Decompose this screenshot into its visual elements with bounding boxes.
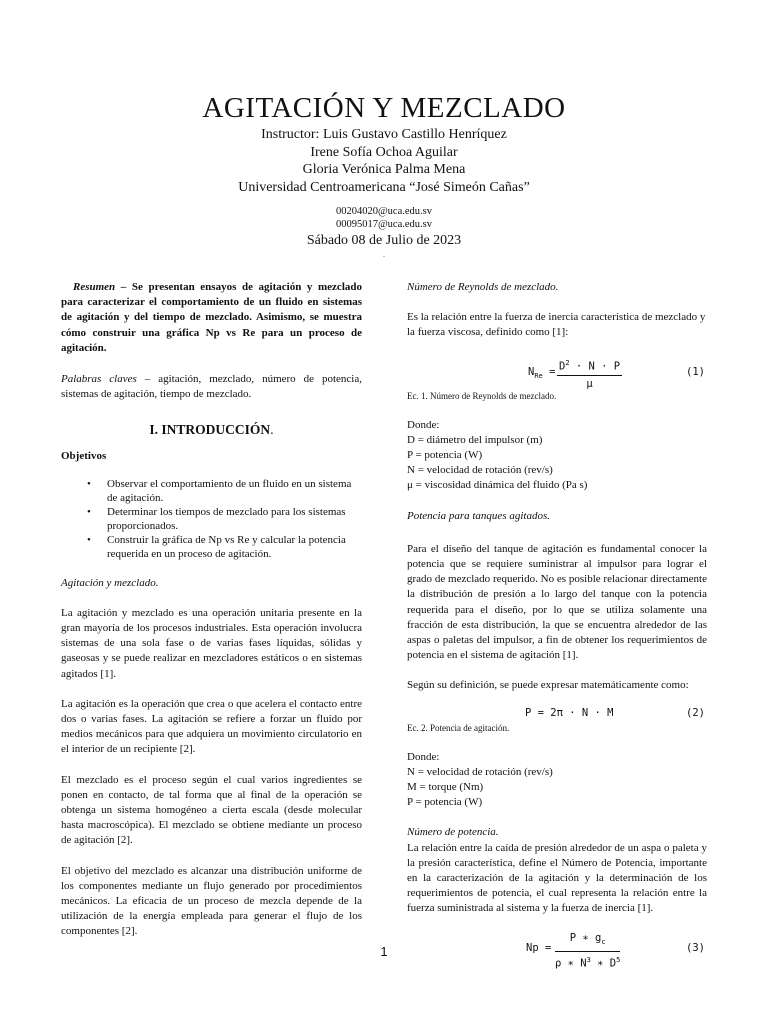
objective-text: Construir la gráfica de Np vs Re y calcular la potencia requerida en un proceso de agitación.	[107, 533, 346, 560]
keywords-label: Palabras claves	[61, 373, 137, 386]
eq-term: ρ ∗ N	[555, 957, 587, 970]
page-number: 1	[380, 944, 388, 959]
header-dot: .	[383, 250, 385, 259]
eq-superscript: 5	[616, 955, 621, 964]
paper-header	[0, 90, 768, 260]
paragraph: La relación entre la caída de presión alrededor de un aspa o paleta y la presión característica, define el Número de Potencia, importante en la caracterización de la agitación y la determinación de los requerimientos de potencia, el cual representa la relación entre la fuerza suministrada al sistema y la fuerza de inercia [1].	[407, 841, 707, 915]
subheading-potencia: Potencia para tanques agitados.	[407, 509, 550, 522]
eq-symbol: N	[528, 365, 535, 378]
subheading-reynolds: Número de Reynolds de mezclado.	[407, 281, 559, 293]
list-item: μ = viscosidad dinámica del fluido (Pa s)	[407, 479, 588, 492]
bullet-icon: •	[87, 477, 91, 490]
bullet-icon: •	[87, 533, 91, 546]
equation-caption: Ec. 1. Número de Reynolds de mezclado.	[407, 390, 557, 401]
keywords-text: agitación, mezclado, número de potencia, sistemas de agitación, tiempo de mezclado.	[61, 373, 362, 401]
list-item	[61, 533, 362, 561]
objective-text: Observar el comportamiento de un fluido en un sistema de agitación.	[107, 477, 352, 504]
subheading-numero-potencia: Número de potencia.	[407, 826, 499, 839]
abstract-label: Resumen	[73, 281, 116, 293]
equation-1	[407, 356, 707, 390]
paragraph: Es la relación entre la fuerza de inercia característica de mezclado y la fuerza viscosa, definido como [1]:	[407, 311, 706, 339]
eq-superscript: 2	[565, 358, 570, 367]
donde-label: Donde:	[407, 750, 440, 763]
eq-term: · N · P	[569, 360, 621, 373]
paragraph: Según su definición, se puede expresar matemáticamente como:	[407, 679, 689, 692]
objective-text: Determinar los tiempos de mezclado para los sistemas proporcionados.	[107, 505, 346, 532]
email-list	[0, 205, 768, 231]
list-item: N = velocidad de rotación (rev/s)	[407, 765, 553, 778]
equation-caption: Ec. 2. Potencia de agitación.	[407, 722, 510, 733]
fraction-numerator	[557, 356, 622, 377]
abstract-dash: –	[115, 281, 132, 293]
paper-date: Sábado 08 de Julio de 2023	[306, 233, 462, 248]
equation-fraction	[557, 356, 622, 393]
eq-subscript: Re	[534, 371, 543, 380]
equation-body: P = 2π · N · M	[525, 706, 614, 719]
equation-number: (2)	[686, 706, 705, 719]
subheading-agitacion: Agitación y mezclado.	[61, 576, 159, 589]
eq-term: ∗ D	[590, 957, 617, 970]
bullet-icon: •	[87, 505, 91, 518]
equation-lhs	[528, 365, 555, 384]
abstract-text: Se presentan ensayos de agitación y mezclado para caracterizar el comportamiento de un fluido en sistemas de agitación y del tiempo de mezclado. Asimismo, se muestra cómo construir una gráfica Np vs Re para un proceso de agitación.	[61, 281, 362, 354]
keywords	[61, 372, 362, 402]
author-1: Irene Sofía Ochoa Aguilar	[310, 144, 458, 160]
eq-superscript: 3	[586, 955, 591, 964]
section-title: I. INTRODUCCIÓN	[149, 422, 271, 438]
variables-list	[407, 418, 707, 494]
paragraph: Para el diseño del tanque de agitación es fundamental conocer la potencia que se requiere suministrar al impulsor para lograr el grado de mezclado requerido. No es posible relacionar directamente la distribución de presión a lo largo del tanque con la potencia requerida para el diseño, por lo que se utiliza solamente una fracción de esta distribución, la que se encuentra alrededor de las aspas o paletas del impulsor, a fin de obtener los requerimientos de potencia en el sistema de agitación [1].	[407, 542, 707, 662]
instructor-line: Instructor: Luis Gustavo Castillo Henríquez	[261, 127, 507, 142]
list-item: P = potencia (W)	[407, 449, 483, 462]
variables-list	[407, 750, 707, 811]
list-item	[61, 477, 362, 505]
email-1[interactable]: 00204020@uca.edu.sv	[336, 206, 432, 217]
section-heading-introduction	[61, 421, 362, 439]
author-2: Gloria Verónica Palma Mena	[302, 162, 466, 177]
list-item: N = velocidad de rotación (rev/s)	[407, 464, 553, 477]
right-column	[407, 280, 707, 970]
eq-term: P ∗ g	[569, 931, 602, 944]
equation-lhs: Np =	[526, 941, 552, 954]
list-item	[61, 505, 362, 533]
eq-subscript: c	[601, 937, 606, 946]
donde-label: Donde:	[407, 418, 440, 431]
affiliation: Universidad Centroamericana “José Simeón Cañas”	[238, 179, 530, 195]
objectives-list	[61, 477, 362, 561]
equation-2	[407, 700, 707, 722]
fraction-denominator: μ	[586, 378, 593, 391]
paper-title: AGITACIÓN Y MEZCLADO	[202, 92, 566, 124]
list-item: M = torque (Nm)	[407, 781, 484, 794]
left-column	[61, 280, 362, 940]
paragraph: El mezclado es el proceso según el cual varios ingredientes se ponen en contacto, de tal forma que al final de la operación se obtenga un sistema homogéneo a cierta escala (desde molecular hasta macroscópica). El mezclado se obtiene mediante un proceso de agitación [2].	[61, 773, 362, 847]
paragraph: La agitación y mezclado es una operación unitaria presente en la gran mayoría de los procesos industriales. Esta operación involucra sistemas de una sola fase o de varias fases líquidas, sólidas y gaseosas y se puede realizar en mezcladores estáticos o en sistemas agitados [1].	[61, 606, 362, 680]
section-title-dot: .	[270, 422, 274, 438]
eq-equals: =	[542, 365, 556, 378]
objectives-heading: Objetivos	[61, 450, 107, 463]
equation-number: (3)	[686, 941, 705, 954]
equation-number: (1)	[686, 365, 705, 378]
list-item: P = potencia (W)	[407, 796, 483, 809]
keywords-dash: –	[136, 373, 159, 386]
paragraph: El objetivo del mezclado es alcanzar una distribución uniforme de los componentes mediante un flujo generado por procedimientos mecánicos. La eficacia de un proceso de mezcla depende de la utilización de la energía empleada para generar el flujo de los componentes [2].	[61, 864, 362, 938]
abstract	[61, 280, 362, 356]
eq-term: D	[559, 360, 566, 373]
paragraph: La agitación es la operación que crea o que acelera el contacto entre dos o varias fases. La agitación se refiere a forzar un fluido por medios mecánicos para que adquiera un movimiento circulatorio en el interior de un recipiente [2].	[61, 697, 362, 756]
list-item: D = diámetro del impulsor (m)	[407, 433, 543, 446]
email-2[interactable]: 00095017@uca.edu.sv	[336, 219, 432, 230]
